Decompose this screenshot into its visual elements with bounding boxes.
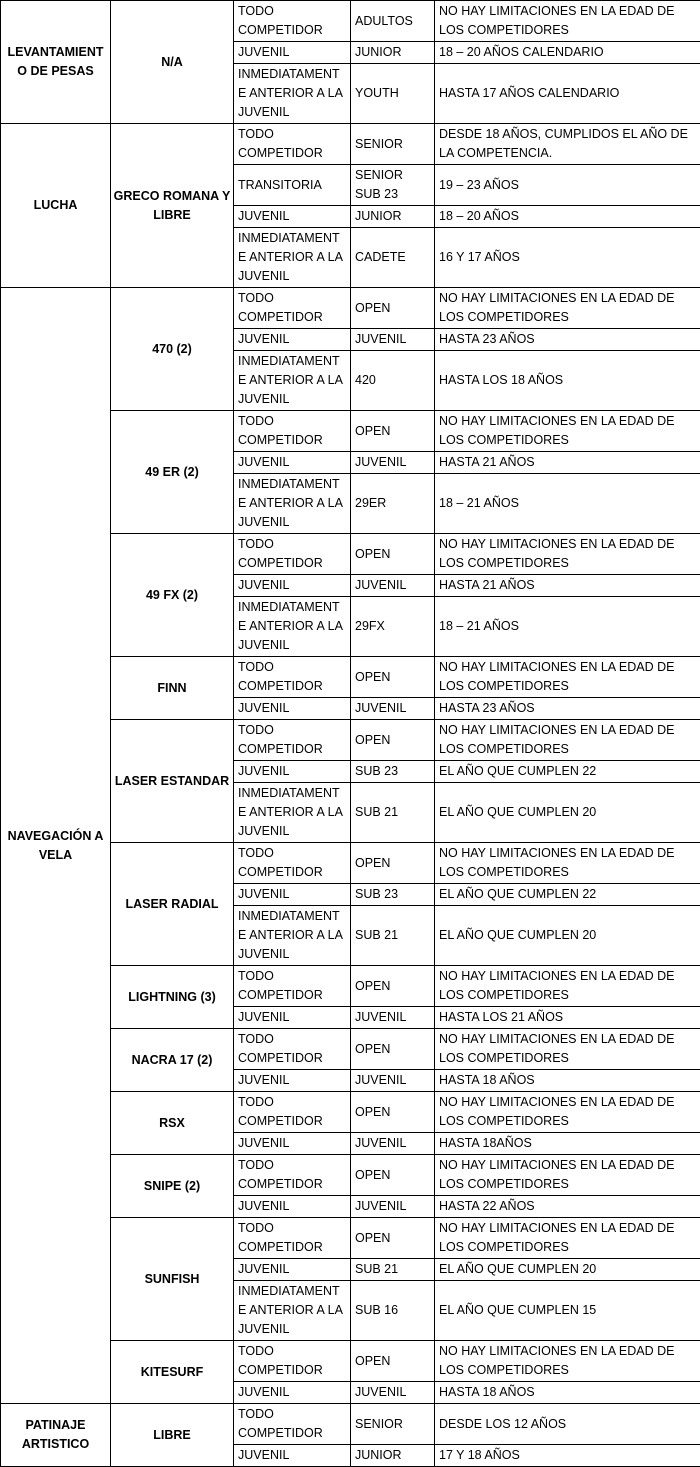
category-cell: JUVENIL: [351, 452, 435, 474]
table-row: [1, 124, 700, 165]
category-cell: OPEN: [351, 534, 435, 575]
category-cell: SUB 16: [351, 1281, 435, 1341]
category-cell: JUVENIL: [351, 1382, 435, 1404]
competitor-type-cell: JUVENIL: [234, 42, 351, 64]
age-limit-cell: HASTA LOS 21 AÑOS: [435, 1007, 700, 1029]
competitor-type-cell: TODO COMPETIDOR: [234, 966, 351, 1007]
age-limit-cell: HASTA 18AÑOS: [435, 1133, 700, 1155]
category-cell: JUNIOR: [351, 1445, 435, 1467]
modality-cell: N/A: [111, 1, 234, 124]
category-cell: JUVENIL: [351, 575, 435, 597]
competitor-type-cell: TODO COMPETIDOR: [234, 288, 351, 329]
competitor-type-cell: TODO COMPETIDOR: [234, 1404, 351, 1445]
category-cell: JUNIOR: [351, 206, 435, 228]
age-limit-cell: 18 – 20 AÑOS CALENDARIO: [435, 42, 700, 64]
age-limit-cell: EL AÑO QUE CUMPLEN 20: [435, 1259, 700, 1281]
category-cell: OPEN: [351, 411, 435, 452]
competitor-type-cell: JUVENIL: [234, 1196, 351, 1218]
age-limit-cell: NO HAY LIMITACIONES EN LA EDAD DE LOS COMPETIDORES: [435, 1029, 700, 1070]
competitor-type-cell: TODO COMPETIDOR: [234, 411, 351, 452]
table-row: [1, 1, 700, 42]
competitor-type-cell: JUVENIL: [234, 329, 351, 351]
category-cell: SUB 23: [351, 761, 435, 783]
competitor-type-cell: TODO COMPETIDOR: [234, 534, 351, 575]
category-cell: ADULTOS: [351, 1, 435, 42]
age-limit-cell: EL AÑO QUE CUMPLEN 22: [435, 761, 700, 783]
age-limit-cell: NO HAY LIMITACIONES EN LA EDAD DE LOS COMPETIDORES: [435, 288, 700, 329]
age-limit-cell: NO HAY LIMITACIONES EN LA EDAD DE LOS COMPETIDORES: [435, 1341, 700, 1382]
category-cell: 29ER: [351, 474, 435, 534]
category-cell: JUVENIL: [351, 1196, 435, 1218]
modality-cell: KITESURF: [111, 1341, 234, 1404]
age-limit-cell: HASTA 21 AÑOS: [435, 452, 700, 474]
category-cell: SUB 21: [351, 906, 435, 966]
age-limit-cell: NO HAY LIMITACIONES EN LA EDAD DE LOS COMPETIDORES: [435, 720, 700, 761]
age-limit-cell: EL AÑO QUE CUMPLEN 20: [435, 906, 700, 966]
competitor-type-cell: JUVENIL: [234, 1445, 351, 1467]
competitor-type-cell: TODO COMPETIDOR: [234, 1092, 351, 1133]
age-limit-cell: NO HAY LIMITACIONES EN LA EDAD DE LOS COMPETIDORES: [435, 1155, 700, 1196]
age-limit-cell: HASTA 18 AÑOS: [435, 1070, 700, 1092]
category-cell: SENIOR: [351, 1404, 435, 1445]
age-limit-cell: 18 – 20 AÑOS: [435, 206, 700, 228]
age-limit-cell: EL AÑO QUE CUMPLEN 15: [435, 1281, 700, 1341]
competitor-type-cell: TODO COMPETIDOR: [234, 1, 351, 42]
category-cell: JUVENIL: [351, 1070, 435, 1092]
age-limit-cell: HASTA 23 AÑOS: [435, 698, 700, 720]
competitor-type-cell: JUVENIL: [234, 884, 351, 906]
modality-cell: SNIPE (2): [111, 1155, 234, 1218]
sport-cell: LUCHA: [1, 124, 111, 288]
competitor-type-cell: INMEDIATAMENTE ANTERIOR A LA JUVENIL: [234, 1281, 351, 1341]
age-limit-cell: NO HAY LIMITACIONES EN LA EDAD DE LOS COMPETIDORES: [435, 657, 700, 698]
category-cell: JUVENIL: [351, 1133, 435, 1155]
age-limit-cell: 16 Y 17 AÑOS: [435, 228, 700, 288]
sport-cell: NAVEGACIÓN A VELA: [1, 288, 111, 1404]
competitor-type-cell: JUVENIL: [234, 1259, 351, 1281]
competitor-type-cell: JUVENIL: [234, 1133, 351, 1155]
age-limit-cell: HASTA 17 AÑOS CALENDARIO: [435, 64, 700, 124]
sport-cell: LEVANTAMIENTO DE PESAS: [1, 1, 111, 124]
category-cell: CADETE: [351, 228, 435, 288]
age-limit-cell: DESDE LOS 12 AÑOS: [435, 1404, 700, 1445]
modality-cell: FINN: [111, 657, 234, 720]
category-cell: SENIOR SUB 23: [351, 165, 435, 206]
table-row: [1, 288, 700, 329]
age-limit-cell: HASTA 22 AÑOS: [435, 1196, 700, 1218]
age-limit-cell: 17 Y 18 AÑOS: [435, 1445, 700, 1467]
competitor-type-cell: JUVENIL: [234, 1070, 351, 1092]
table-body: [1, 1, 700, 1467]
modality-cell: LIGHTNING (3): [111, 966, 234, 1029]
category-cell: 29FX: [351, 597, 435, 657]
competitor-type-cell: TODO COMPETIDOR: [234, 657, 351, 698]
competitor-type-cell: INMEDIATAMENTE ANTERIOR A LA JUVENIL: [234, 64, 351, 124]
competitor-type-cell: JUVENIL: [234, 1007, 351, 1029]
age-limit-cell: NO HAY LIMITACIONES EN LA EDAD DE LOS COMPETIDORES: [435, 1218, 700, 1259]
category-cell: JUNIOR: [351, 42, 435, 64]
category-cell: OPEN: [351, 1341, 435, 1382]
competitor-type-cell: INMEDIATAMENTE ANTERIOR A LA JUVENIL: [234, 228, 351, 288]
category-cell: 420: [351, 351, 435, 411]
age-limit-cell: 18 – 21 AÑOS: [435, 597, 700, 657]
competitor-type-cell: TODO COMPETIDOR: [234, 1029, 351, 1070]
modality-cell: 49 ER (2): [111, 411, 234, 534]
category-cell: OPEN: [351, 1092, 435, 1133]
age-limit-cell: HASTA 23 AÑOS: [435, 329, 700, 351]
competitor-type-cell: TODO COMPETIDOR: [234, 1218, 351, 1259]
category-cell: OPEN: [351, 1218, 435, 1259]
category-cell: OPEN: [351, 1029, 435, 1070]
age-limit-cell: NO HAY LIMITACIONES EN LA EDAD DE LOS COMPETIDORES: [435, 1092, 700, 1133]
modality-cell: 49 FX (2): [111, 534, 234, 657]
category-cell: SUB 21: [351, 783, 435, 843]
modality-cell: LASER RADIAL: [111, 843, 234, 966]
age-limit-cell: 18 – 21 AÑOS: [435, 474, 700, 534]
modality-cell: LIBRE: [111, 1404, 234, 1467]
modality-cell: GRECO ROMANA Y LIBRE: [111, 124, 234, 288]
category-cell: JUVENIL: [351, 698, 435, 720]
age-limit-cell: NO HAY LIMITACIONES EN LA EDAD DE LOS COMPETIDORES: [435, 966, 700, 1007]
competitor-type-cell: JUVENIL: [234, 452, 351, 474]
competitor-type-cell: TODO COMPETIDOR: [234, 1155, 351, 1196]
modality-cell: SUNFISH: [111, 1218, 234, 1341]
age-limit-cell: HASTA LOS 18 AÑOS: [435, 351, 700, 411]
modality-cell: LASER ESTANDAR: [111, 720, 234, 843]
category-cell: OPEN: [351, 843, 435, 884]
table-row: [1, 1404, 700, 1445]
competitor-type-cell: INMEDIATAMENTE ANTERIOR A LA JUVENIL: [234, 351, 351, 411]
category-cell: YOUTH: [351, 64, 435, 124]
category-cell: OPEN: [351, 720, 435, 761]
competitor-type-cell: INMEDIATAMENTE ANTERIOR A LA JUVENIL: [234, 906, 351, 966]
competitor-type-cell: TRANSITORIA: [234, 165, 351, 206]
competitor-type-cell: JUVENIL: [234, 206, 351, 228]
category-cell: SUB 21: [351, 1259, 435, 1281]
competitor-type-cell: JUVENIL: [234, 1382, 351, 1404]
age-limit-cell: DESDE 18 AÑOS, CUMPLIDOS EL AÑO DE LA COMPETENCIA.: [435, 124, 700, 165]
age-limit-cell: NO HAY LIMITACIONES EN LA EDAD DE LOS COMPETIDORES: [435, 411, 700, 452]
age-limit-cell: NO HAY LIMITACIONES EN LA EDAD DE LOS COMPETIDORES: [435, 843, 700, 884]
category-cell: JUVENIL: [351, 1007, 435, 1029]
age-limit-cell: EL AÑO QUE CUMPLEN 20: [435, 783, 700, 843]
age-limit-cell: NO HAY LIMITACIONES EN LA EDAD DE LOS COMPETIDORES: [435, 1, 700, 42]
age-limit-cell: EL AÑO QUE CUMPLEN 22: [435, 884, 700, 906]
competitor-type-cell: JUVENIL: [234, 698, 351, 720]
sport-cell: PATINAJE ARTISTICO: [1, 1404, 111, 1467]
modality-cell: 470 (2): [111, 288, 234, 411]
competitor-type-cell: INMEDIATAMENTE ANTERIOR A LA JUVENIL: [234, 474, 351, 534]
age-limit-cell: HASTA 21 AÑOS: [435, 575, 700, 597]
competitor-type-cell: JUVENIL: [234, 761, 351, 783]
category-cell: OPEN: [351, 288, 435, 329]
category-cell: OPEN: [351, 657, 435, 698]
competitor-type-cell: JUVENIL: [234, 575, 351, 597]
category-cell: OPEN: [351, 1155, 435, 1196]
modality-cell: NACRA 17 (2): [111, 1029, 234, 1092]
competitor-type-cell: TODO COMPETIDOR: [234, 843, 351, 884]
category-cell: SUB 23: [351, 884, 435, 906]
competitor-type-cell: TODO COMPETIDOR: [234, 720, 351, 761]
category-cell: SENIOR: [351, 124, 435, 165]
competitor-type-cell: TODO COMPETIDOR: [234, 1341, 351, 1382]
competitor-type-cell: INMEDIATAMENTE ANTERIOR A LA JUVENIL: [234, 597, 351, 657]
age-limit-cell: HASTA 18 AÑOS: [435, 1382, 700, 1404]
category-cell: OPEN: [351, 966, 435, 1007]
age-limit-cell: NO HAY LIMITACIONES EN LA EDAD DE LOS COMPETIDORES: [435, 534, 700, 575]
category-cell: JUVENIL: [351, 329, 435, 351]
age-limit-cell: 19 – 23 AÑOS: [435, 165, 700, 206]
modality-cell: RSX: [111, 1092, 234, 1155]
competitor-type-cell: INMEDIATAMENTE ANTERIOR A LA JUVENIL: [234, 783, 351, 843]
competitor-type-cell: TODO COMPETIDOR: [234, 124, 351, 165]
